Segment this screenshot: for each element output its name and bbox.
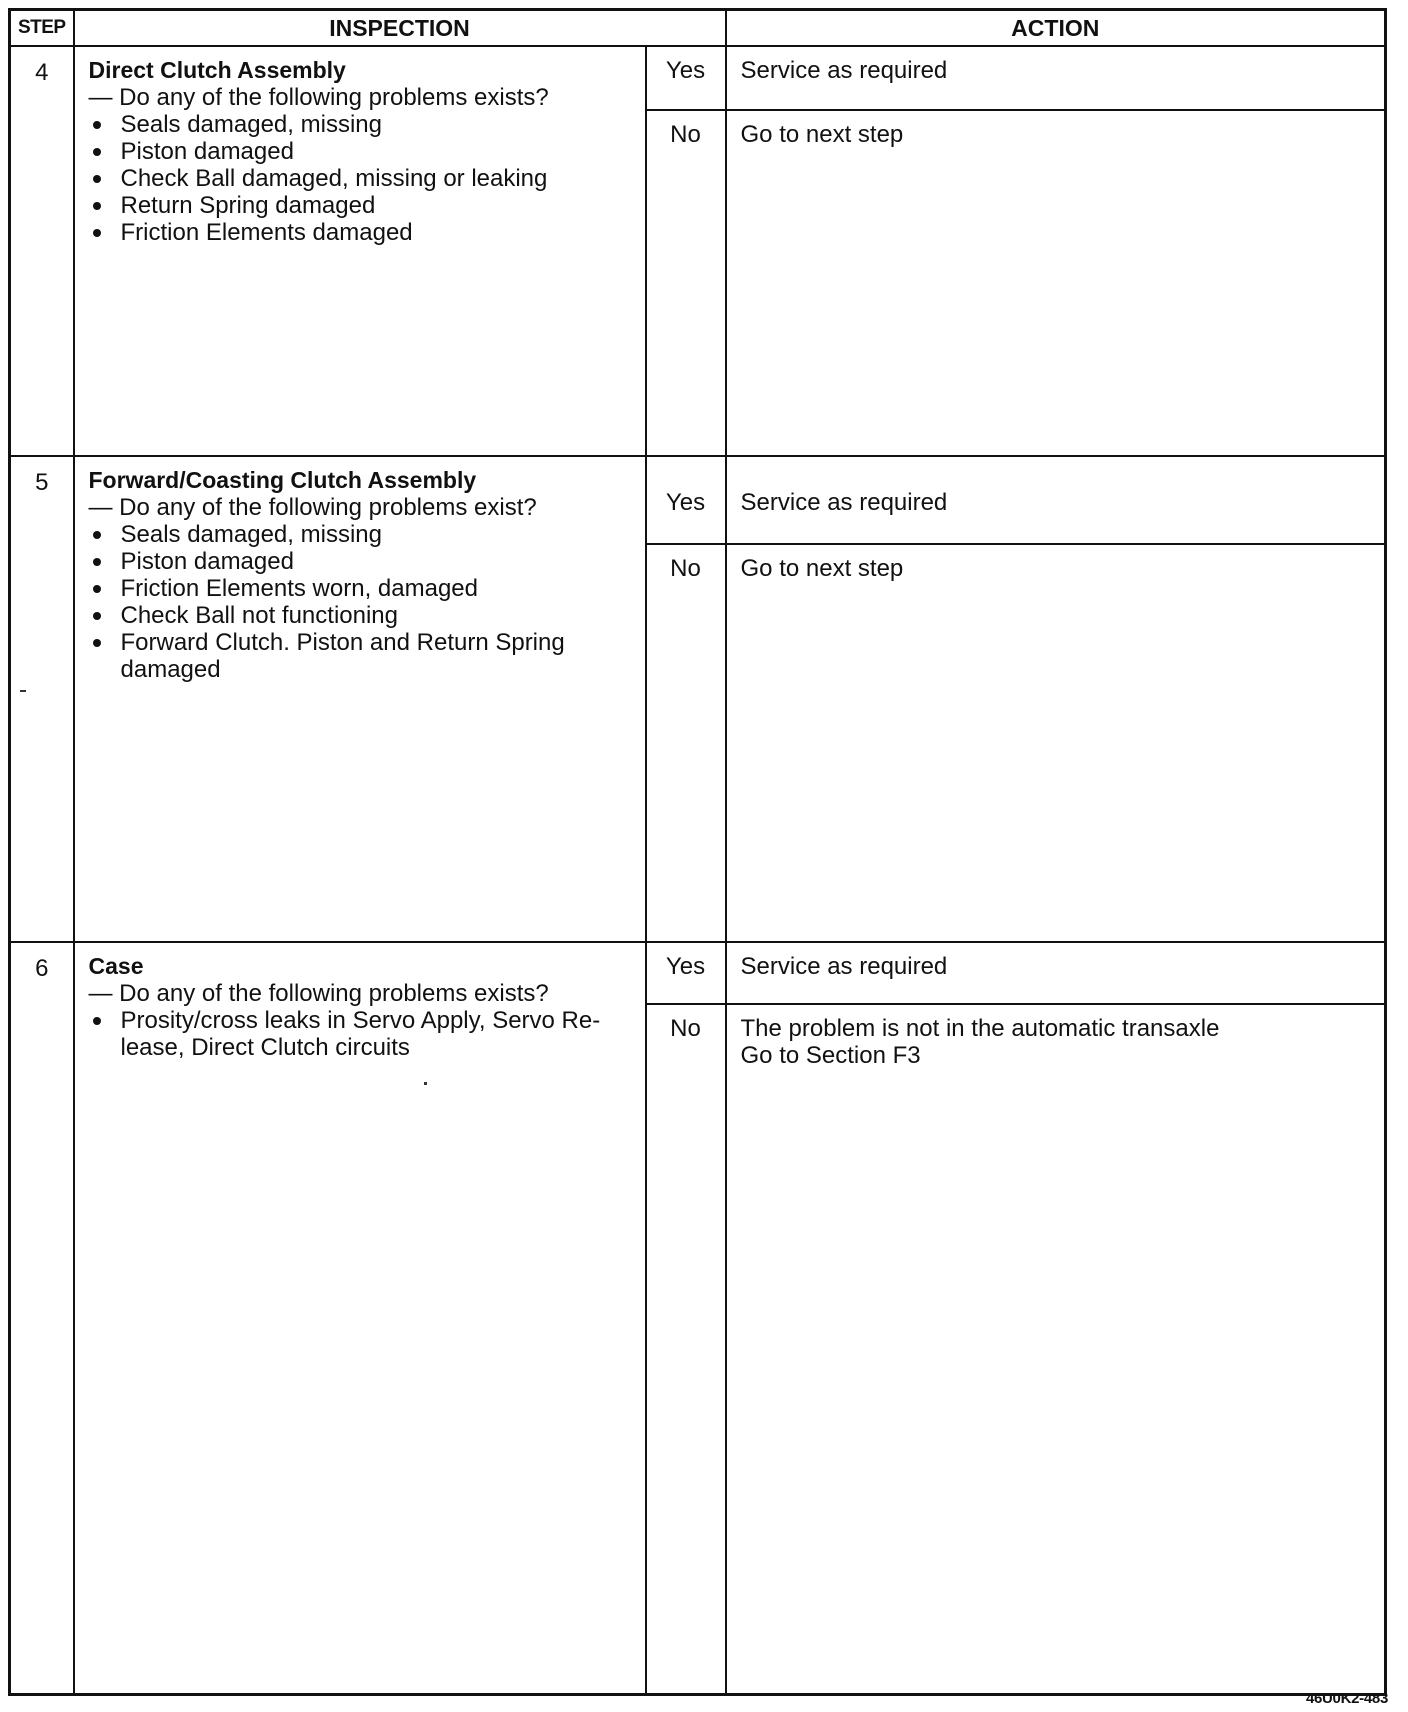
action-cell <box>726 46 1386 456</box>
yes-label: Yes <box>665 953 706 980</box>
list-item: Forward Clutch. Piston and Return Spring damaged <box>89 629 631 683</box>
table-row <box>10 456 1386 942</box>
table-row <box>10 46 1386 456</box>
inspection-title: Direct Clutch Assembly <box>88 57 346 83</box>
yes-label: Yes <box>665 489 706 516</box>
inspection-cell <box>74 46 646 456</box>
step-number: 5 <box>10 456 74 942</box>
no-label: No <box>670 555 701 582</box>
inspection-title: Case <box>88 953 144 979</box>
yes-no-cell <box>646 942 726 1694</box>
inspection-title: Forward/Coasting Clutch Assembly <box>88 467 477 493</box>
header-inspection: INSPECTION <box>74 10 726 47</box>
step-number: 6 <box>10 942 74 1694</box>
list-item: Friction Elements worn, damaged <box>89 575 631 602</box>
list-item: Check Ball not functioning <box>89 602 631 629</box>
list-item: Check Ball damaged, missing or leaking <box>89 165 631 192</box>
inspection-sheet <box>8 8 1384 1696</box>
action-cell <box>726 942 1386 1694</box>
no-action: Go to next step <box>740 121 904 148</box>
no-action-line-2: Go to Section F3 <box>740 1042 921 1069</box>
step-number: 4 <box>10 46 74 456</box>
inspection-cell <box>74 456 646 942</box>
list-item: Friction Elements damaged <box>89 219 631 246</box>
list-item: Return Spring damaged <box>89 192 631 219</box>
yes-no-cell <box>646 46 726 456</box>
table-row <box>10 942 1386 1694</box>
scan-mark <box>20 690 26 692</box>
header-step: STEP <box>10 10 74 47</box>
no-label: No <box>670 1015 701 1042</box>
inspection-question: — Do any of the following problems exist? <box>88 494 537 521</box>
inspection-question: — Do any of the following problems exists? <box>88 980 549 1007</box>
list-item: Piston damaged <box>89 548 631 575</box>
yes-label: Yes <box>665 57 706 84</box>
problem-list <box>89 111 631 246</box>
list-item: Seals damaged, missing <box>89 111 631 138</box>
no-action: Go to next step <box>740 555 904 582</box>
action-cell <box>726 456 1386 942</box>
inspection-table <box>8 8 1387 1696</box>
no-action: The problem is not in the automatic transaxle <box>740 1015 1220 1042</box>
header-action: ACTION <box>726 10 1386 47</box>
yes-action: Service as required <box>740 489 948 516</box>
yes-action: Service as required <box>740 953 948 980</box>
inspection-question: — Do any of the following problems exists? <box>88 84 549 111</box>
scan-mark <box>424 1082 427 1085</box>
header-row <box>10 10 1386 47</box>
list-item: Seals damaged, missing <box>89 521 631 548</box>
list-item: Piston damaged <box>89 138 631 165</box>
problem-list <box>89 1007 631 1061</box>
no-label: No <box>670 121 701 148</box>
figure-code: 46U0K2-483 <box>1305 1690 1388 1707</box>
problem-list <box>89 521 631 683</box>
inspection-cell <box>74 942 646 1694</box>
yes-no-cell <box>646 456 726 942</box>
list-item: Prosity/cross leaks in Servo Apply, Servo Re-lease, Direct Clutch circuits <box>89 1007 631 1061</box>
yes-action: Service as required <box>740 57 948 84</box>
